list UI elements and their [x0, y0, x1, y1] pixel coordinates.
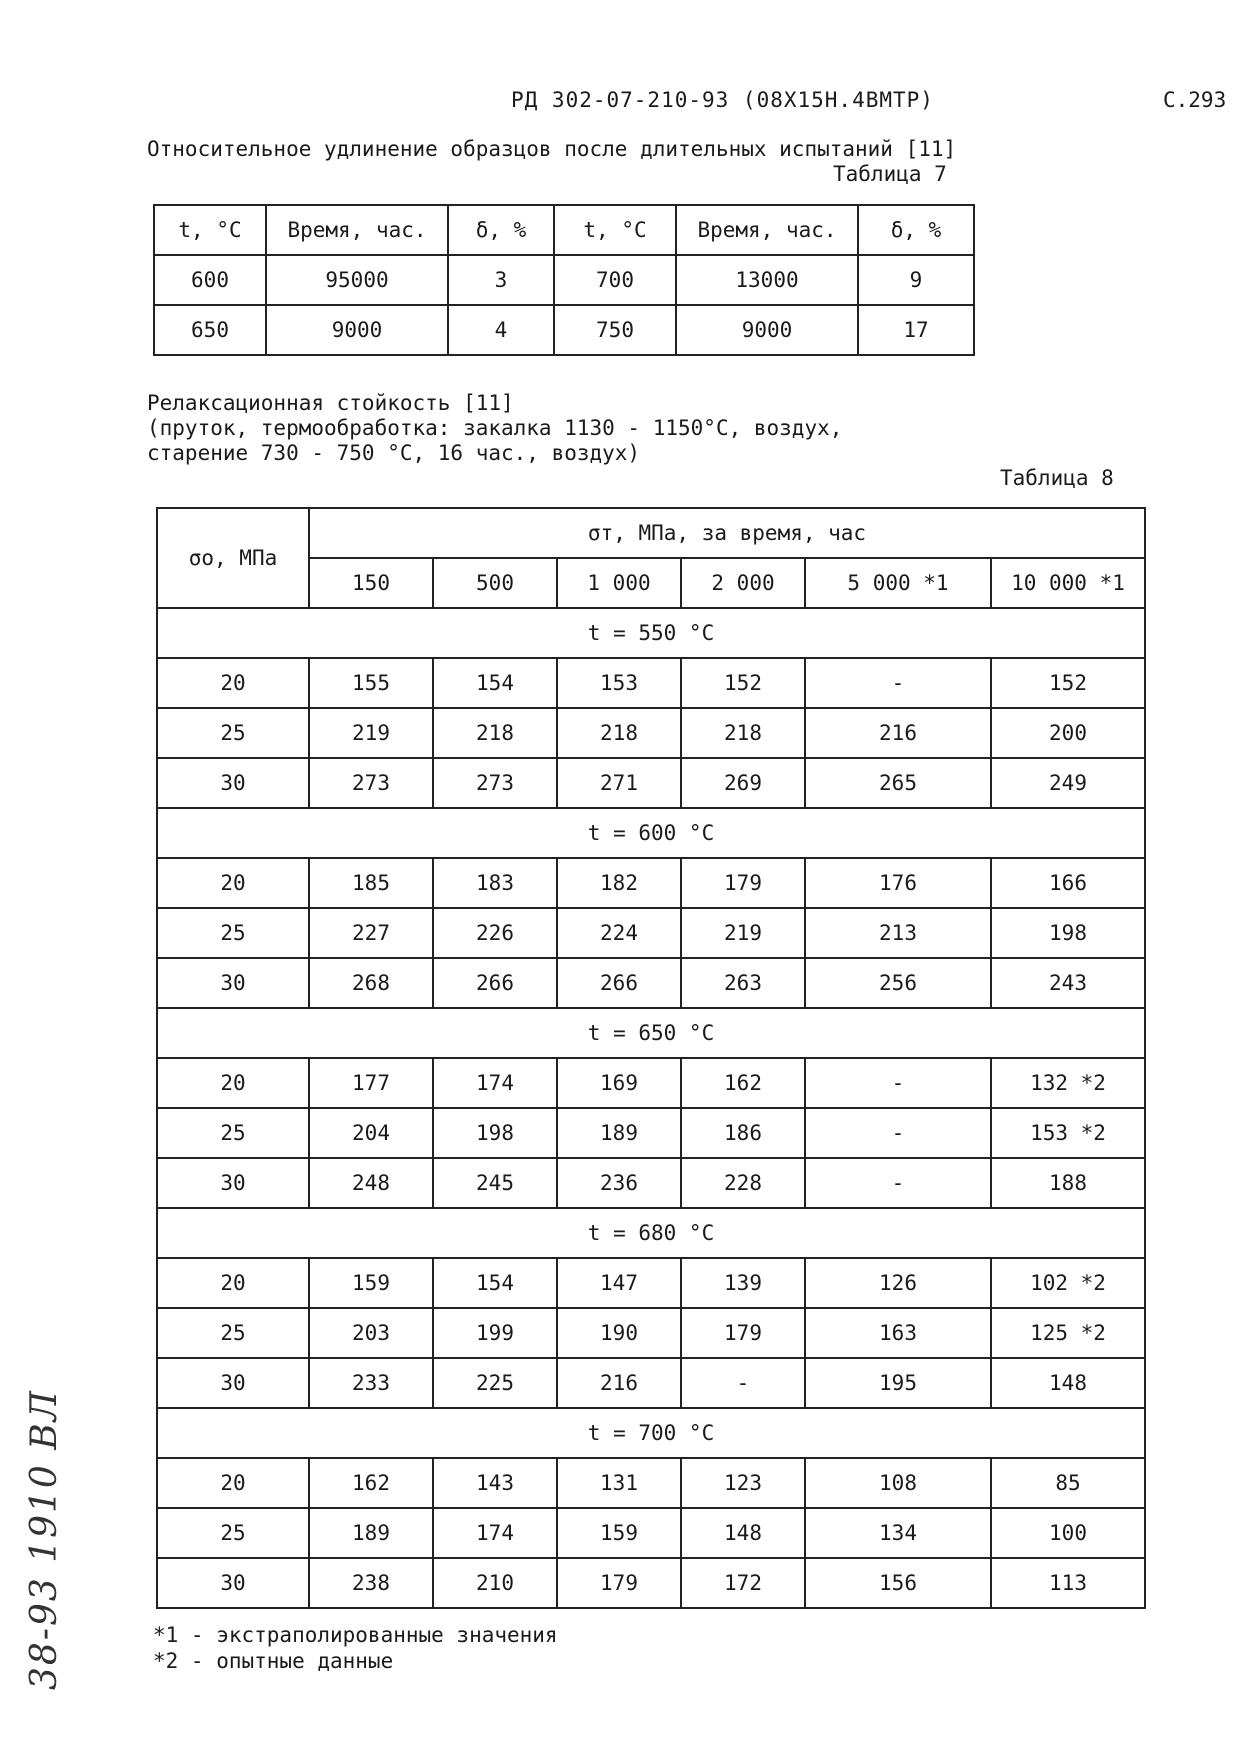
table-row: [154, 305, 974, 355]
table8-cell: 153: [557, 658, 681, 708]
table8-cell: 189: [309, 1508, 433, 1558]
table8-time-header: 500: [433, 558, 557, 608]
table8-time-header: 5 000 *1: [805, 558, 991, 608]
table8-cell: 152: [681, 658, 805, 708]
footnote: *1 - экстраполированные значения: [153, 1623, 558, 1647]
table8-cell: 269: [681, 758, 805, 808]
table7-cell: 95000: [266, 255, 448, 305]
table-row: [157, 658, 1145, 708]
table8-cell: 108: [805, 1458, 991, 1508]
table8-stress-cell: 20: [157, 658, 309, 708]
table8-cell: 189: [557, 1108, 681, 1158]
table8-cell: 218: [433, 708, 557, 758]
table8-stress-cell: 25: [157, 1108, 309, 1158]
table8-cell: 225: [433, 1358, 557, 1408]
table7-cell: 3: [448, 255, 554, 305]
table-row: [157, 858, 1145, 908]
table8-cell: 155: [309, 658, 433, 708]
table8-cell: 266: [557, 958, 681, 1008]
table8-cell: -: [681, 1358, 805, 1408]
table8-cell: 152: [991, 658, 1145, 708]
table8-cell: -: [805, 1158, 991, 1208]
table8-cell: 203: [309, 1308, 433, 1358]
table7-label: Таблица 7: [833, 162, 947, 186]
table8-cell: 227: [309, 908, 433, 958]
table8-cell: -: [805, 658, 991, 708]
table8-time-header: 150: [309, 558, 433, 608]
table7-cell: 4: [448, 305, 554, 355]
table-row: [154, 255, 974, 305]
table8-stress-cell: 20: [157, 1458, 309, 1508]
table8-group-row: [157, 1408, 1145, 1458]
table8-cell: 236: [557, 1158, 681, 1208]
table8-group-label: t = 550 °C: [157, 608, 1145, 658]
table8-cell: 154: [433, 658, 557, 708]
table8-cell: 200: [991, 708, 1145, 758]
table8-stress-cell: 30: [157, 758, 309, 808]
table8-cell: 131: [557, 1458, 681, 1508]
table8-time-header: 10 000 *1: [991, 558, 1145, 608]
table8-group-header: σт, МПа, за время, час: [309, 508, 1145, 558]
table8-cell: 256: [805, 958, 991, 1008]
table8-cell: 266: [433, 958, 557, 1008]
table8-cell: 162: [681, 1058, 805, 1108]
table8-group-row: [157, 1008, 1145, 1058]
table8-cell: 190: [557, 1308, 681, 1358]
table8-cell: 224: [557, 908, 681, 958]
table8-stress-cell: 20: [157, 1058, 309, 1108]
table8-cell: 273: [309, 758, 433, 808]
table8-cell: 186: [681, 1108, 805, 1158]
table8-cell: 148: [991, 1358, 1145, 1408]
table8-cell: 245: [433, 1158, 557, 1208]
table8-cell: 199: [433, 1308, 557, 1358]
table-row: [157, 1258, 1145, 1308]
table8-time-header: 2 000: [681, 558, 805, 608]
table8-cell: 238: [309, 1558, 433, 1608]
footnote: *2 - опытные данные: [153, 1649, 394, 1673]
table8-cell: -: [805, 1058, 991, 1108]
table8-cell: 179: [681, 858, 805, 908]
table8-stress-cell: 30: [157, 1158, 309, 1208]
table8-cell: 210: [433, 1558, 557, 1608]
footnotes: [153, 1622, 558, 1674]
table8-stress-cell: 20: [157, 1258, 309, 1308]
handwritten-margin-note: 38-93 1910 ВЛ: [24, 1389, 65, 1690]
table8-caption-line: старение 730 - 750 °С, 16 час., воздух): [147, 441, 641, 465]
table8-cell: 185: [309, 858, 433, 908]
table7-cell: 9000: [266, 305, 448, 355]
table-row: [157, 1058, 1145, 1108]
table8-caption-line: (пруток, термообработка: закалка 1130 - 1150°С, воздух,: [147, 416, 843, 440]
table7-header-cell: δ, %: [858, 205, 974, 255]
table-row: [157, 1108, 1145, 1158]
table-row: [157, 908, 1145, 958]
table8-group-label: t = 600 °C: [157, 808, 1145, 858]
table7-cell: 650: [154, 305, 266, 355]
table8-cell: 219: [309, 708, 433, 758]
table8-cell: 166: [991, 858, 1145, 908]
table8-cell: 153 *2: [991, 1108, 1145, 1158]
table8-cell: 143: [433, 1458, 557, 1508]
table8-cell: 216: [557, 1358, 681, 1408]
table8-cell: 233: [309, 1358, 433, 1408]
table8-cell: 218: [557, 708, 681, 758]
table8-caption-line: Релаксационная стойкость [11]: [147, 391, 514, 415]
table8-cell: 219: [681, 908, 805, 958]
table8-cell: 179: [681, 1308, 805, 1358]
table8-group-row: [157, 608, 1145, 658]
table8-cell: 179: [557, 1558, 681, 1608]
table8-body: [157, 608, 1145, 1608]
table8-stress-cell: 30: [157, 958, 309, 1008]
table8-cell: 159: [557, 1508, 681, 1558]
table-row: [157, 1308, 1145, 1358]
document-code: РД 302-07-210-93 (08Х15Н.4ВМТР): [511, 88, 934, 112]
table8-cell: 228: [681, 1158, 805, 1208]
table8-cell: 148: [681, 1508, 805, 1558]
table7-cell: 9: [858, 255, 974, 305]
table8-stress-cell: 25: [157, 1508, 309, 1558]
table-row: [157, 1358, 1145, 1408]
table8-cell: 147: [557, 1258, 681, 1308]
table8-cell: 113: [991, 1558, 1145, 1608]
table7-header-cell: δ, %: [448, 205, 554, 255]
table7-header-cell: t, °C: [554, 205, 676, 255]
relaxation-table: [156, 507, 1146, 1609]
table8-header-row: [157, 508, 1145, 558]
table8-stress-cell: 30: [157, 1358, 309, 1408]
table8-time-header: 1 000: [557, 558, 681, 608]
table8-cell: 156: [805, 1558, 991, 1608]
table-row: [157, 758, 1145, 808]
table7-cell: 9000: [676, 305, 858, 355]
table8-group-label: t = 680 °C: [157, 1208, 1145, 1258]
table8-stress-cell: 25: [157, 908, 309, 958]
table8-cell: 226: [433, 908, 557, 958]
page-number: С.293: [1163, 88, 1227, 112]
table8-cell: 218: [681, 708, 805, 758]
table7-header-cell: Время, час.: [266, 205, 448, 255]
table8-cell: 216: [805, 708, 991, 758]
table8-cell: 125 *2: [991, 1308, 1145, 1358]
table8-cell: 134: [805, 1508, 991, 1558]
table8-stress-cell: 30: [157, 1558, 309, 1608]
table8-cell: 126: [805, 1258, 991, 1308]
table8-row-header: σo, МПа: [157, 508, 309, 608]
table8-group-row: [157, 1208, 1145, 1258]
table8-cell: 204: [309, 1108, 433, 1158]
table8-group-label: t = 650 °C: [157, 1008, 1145, 1058]
table8-cell: 163: [805, 1308, 991, 1358]
table7-cell: 750: [554, 305, 676, 355]
table8-cell: 102 *2: [991, 1258, 1145, 1308]
table8-cell: 198: [433, 1108, 557, 1158]
table8-cell: -: [805, 1108, 991, 1158]
table8-group-label: t = 700 °C: [157, 1408, 1145, 1458]
table7-header-cell: t, °C: [154, 205, 266, 255]
table8-cell: 243: [991, 958, 1145, 1008]
table8-stress-cell: 20: [157, 858, 309, 908]
table8-cell: 169: [557, 1058, 681, 1108]
table8-cell: 174: [433, 1508, 557, 1558]
table8-cell: 248: [309, 1158, 433, 1208]
table7-cell: 17: [858, 305, 974, 355]
table-row: [157, 1458, 1145, 1508]
table-row: [157, 1158, 1145, 1208]
table8-cell: 271: [557, 758, 681, 808]
elongation-table: [153, 204, 975, 356]
table8-cell: 213: [805, 908, 991, 958]
table8-cell: 159: [309, 1258, 433, 1308]
table8-cell: 263: [681, 958, 805, 1008]
table-row: [157, 708, 1145, 758]
table8-cell: 198: [991, 908, 1145, 958]
table8-group-row: [157, 808, 1145, 858]
table8-cell: 154: [433, 1258, 557, 1308]
table8-cell: 174: [433, 1058, 557, 1108]
table-row: [157, 1508, 1145, 1558]
table8-cell: 183: [433, 858, 557, 908]
table8-cell: 273: [433, 758, 557, 808]
table8-cell: 100: [991, 1508, 1145, 1558]
table8-stress-cell: 25: [157, 1308, 309, 1358]
table8-cell: 123: [681, 1458, 805, 1508]
table8-label: Таблица 8: [1000, 466, 1114, 490]
table8-cell: 85: [991, 1458, 1145, 1508]
table8-cell: 139: [681, 1258, 805, 1308]
table7-cell: 13000: [676, 255, 858, 305]
table8-cell: 132 *2: [991, 1058, 1145, 1108]
table8-cell: 182: [557, 858, 681, 908]
table8-cell: 188: [991, 1158, 1145, 1208]
table8-stress-cell: 25: [157, 708, 309, 758]
table8-cell: 162: [309, 1458, 433, 1508]
table8-caption: [147, 391, 842, 466]
table-row: [157, 958, 1145, 1008]
table-row: [157, 1558, 1145, 1608]
table8-cell: 172: [681, 1558, 805, 1608]
table7-header-row: [154, 205, 974, 255]
table8-cell: 249: [991, 758, 1145, 808]
table7-header-cell: Время, час.: [676, 205, 858, 255]
table7-cell: 700: [554, 255, 676, 305]
table8-cell: 268: [309, 958, 433, 1008]
table8-cell: 265: [805, 758, 991, 808]
table8-cell: 176: [805, 858, 991, 908]
table7-title: Относительное удлинение образцов после длительных испытаний [11]: [147, 137, 957, 161]
table8-cell: 177: [309, 1058, 433, 1108]
table8-cell: 195: [805, 1358, 991, 1408]
table7-cell: 600: [154, 255, 266, 305]
